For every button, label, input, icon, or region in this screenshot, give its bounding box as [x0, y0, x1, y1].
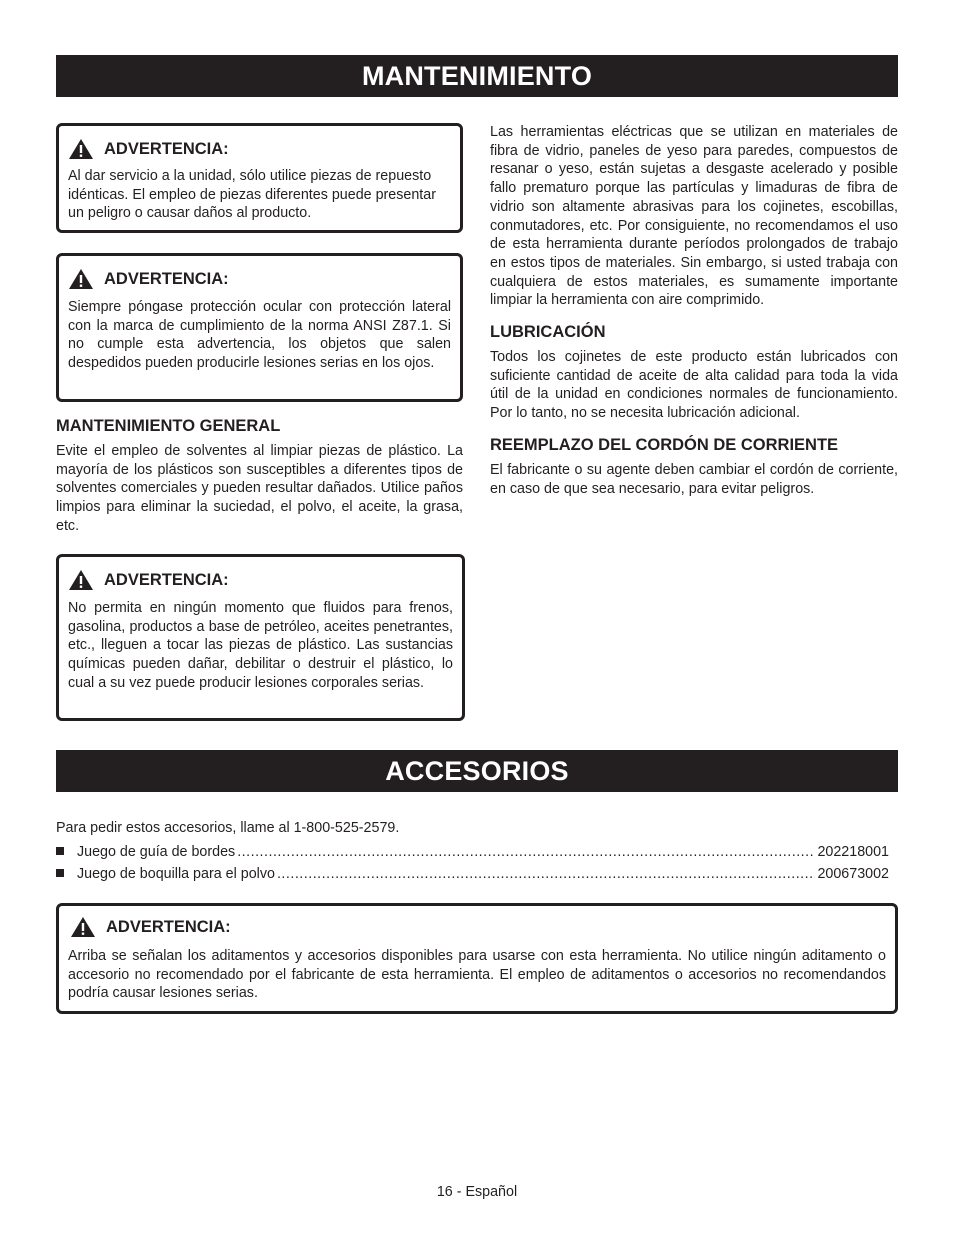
warning-heading: ADVERTENCIA:	[104, 570, 229, 589]
warning-triangle-icon	[70, 916, 96, 938]
paragraph-text: Todos los cojinetes de este producto están lubricados con suficiente cantidad de aceite de alta calidad para toda la vida útil de la unidad en condiciones normales de funcionamiento. Por lo tanto, no se necesita lubricación adicional.	[490, 349, 898, 422]
warning-text: No permita en ningún momento que fluidos para frenos, gasolina, productos a base de petróleo, aceites penetrantes, etc., lleguen a tocar las piezas de plástico. Las sustancias químicas pueden dañar, debilitar o destruir el plástico, lo cual a su vez puede producir lesiones corporales serias.	[68, 600, 453, 691]
accessory-item	[56, 843, 889, 861]
accessory-name: Juego de boquilla para el polvo	[77, 866, 275, 882]
accessory-name: Juego de guía de bordes	[77, 844, 236, 860]
section-title-accesorios: ACCESORIOS	[56, 750, 898, 792]
dot-leader	[277, 865, 816, 883]
warning-header	[68, 916, 886, 938]
warning-triangle-icon	[68, 569, 94, 591]
warning-header	[68, 569, 453, 591]
warning-box-repuesto	[56, 123, 463, 233]
warning-box-proteccion-ocular	[56, 253, 463, 402]
page-number: 16 - Español	[436, 1184, 518, 1200]
warning-header	[68, 268, 451, 290]
accessory-part-number: 200673002	[817, 866, 889, 882]
warning-heading: ADVERTENCIA:	[104, 269, 229, 288]
paragraph-lubricacion	[490, 348, 898, 423]
warning-heading: ADVERTENCIA:	[104, 139, 229, 158]
warning-text: Siempre póngase protección ocular con protección lateral con la marca de cumplimiento de la norma ANSI Z87.1. Si no cumple esta advertencia, los objetos que salen despedidos pueden producirle lesiones serias en los ojos.	[68, 299, 451, 372]
paragraph-mantenimiento-general	[56, 442, 463, 536]
dot-leader	[237, 843, 815, 861]
warning-text: Al dar servicio a la unidad, sólo utilice piezas de repuesto idénticas. El empleo de piezas diferentes puede presentar un peligro o causar daños al producto.	[68, 168, 436, 222]
bullet-icon	[56, 869, 64, 877]
heading-mantenimiento-general: MANTENIMIENTO GENERAL	[56, 417, 281, 435]
warning-box-accesorios	[56, 903, 898, 1014]
paragraph-reemplazo-cordon	[490, 461, 898, 498]
heading-reemplazo-cordon: REEMPLAZO DEL CORDÓN DE CORRIENTE	[490, 436, 839, 454]
accessory-part-number: 202218001	[817, 844, 889, 860]
heading-lubricacion: LUBRICACIÓN	[490, 323, 606, 341]
paragraph-text: Las herramientas eléctricas que se utilizan en materiales de fibra de vidrio, paneles de yeso para paredes, compuestos de resanar o yeso, están sujetas a desgaste acelerado y posible fallo prematuro porque las partículas y limaduras de fibra de vidrio son altamente abrasivas para los cojinetes, escobillas, conmutadores, etc. Por consiguiente, no recomendamos el uso de esta herramienta durante períodos prolongados de trabajo en estos tipos de materiales. Sin embargo, si usted trabaja con cualquiera de estos materiales, es sumamente importante limpiar la herramienta con aire comprimido.	[490, 124, 898, 309]
paragraph-text: El fabricante o su agente deben cambiar el cordón de corriente, en caso de que sea necesario, para evitar peligros.	[490, 462, 898, 497]
warning-header	[68, 138, 451, 160]
bullet-icon	[56, 847, 64, 855]
warning-triangle-icon	[68, 268, 94, 290]
warning-heading: ADVERTENCIA:	[106, 917, 231, 936]
warning-triangle-icon	[68, 138, 94, 160]
paragraph-fibra-de-vidrio	[490, 123, 898, 310]
accessories-intro: Para pedir estos accesorios, llame al 1-800-525-2579.	[56, 820, 400, 836]
warning-text: Arriba se señalan los aditamentos y accesorios disponibles para usarse con esta herramienta. No utilice ningún aditamento o accesorio no recomendado por el fabricante de esta herramienta. El empleo de aditamentos o accesorios no recomendandos podría causar lesiones serias.	[68, 948, 886, 1002]
accessory-item	[56, 865, 889, 883]
paragraph-text: Evite el empleo de solventes al limpiar piezas de plástico. La mayoría de los plásticos son susceptibles a diferentes tipos de solventes comerciales y pueden resultar dañados. Utilice paños limpios para eliminar la suciedad, el polvo, el aceite, la grasa, etc.	[56, 443, 463, 534]
section-title-mantenimiento: MANTENIMIENTO	[56, 55, 898, 97]
warning-box-fluidos	[56, 554, 465, 721]
